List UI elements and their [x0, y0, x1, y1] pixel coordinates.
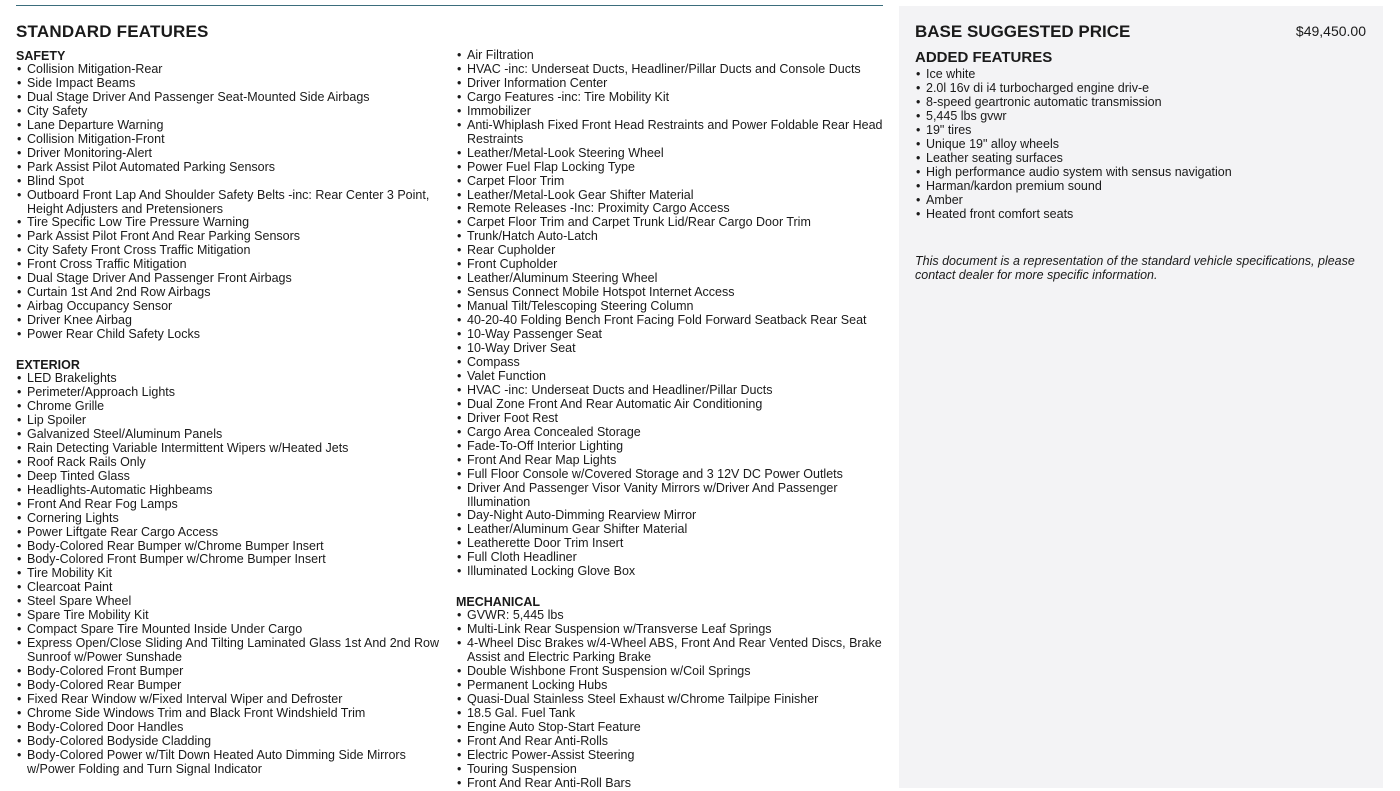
feature-item: • Park Assist Pilot Front And Rear Parking Sensors	[16, 230, 446, 244]
feature-item: • Trunk/Hatch Auto-Latch	[456, 230, 884, 244]
feature-item: • Tire Mobility Kit	[16, 567, 446, 581]
feature-item: • Day-Night Auto-Dimming Rearview Mirror	[456, 509, 884, 523]
feature-item: • Power Rear Child Safety Locks	[16, 328, 446, 342]
base-price-label: BASE SUGGESTED PRICE	[915, 22, 1131, 41]
feature-item: • Remote Releases -Inc: Proximity Cargo Access	[456, 202, 884, 216]
added-feature-item: • 2.0l 16v di i4 turbocharged engine driv-e	[915, 82, 1375, 96]
feature-item: • Rain Detecting Variable Intermittent Wipers w/Heated Jets	[16, 442, 446, 456]
feature-item: • 10-Way Passenger Seat	[456, 328, 884, 342]
feature-item: • Leather/Aluminum Steering Wheel	[456, 272, 884, 286]
disclaimer-text: This document is a representation of the standard vehicle specifications, please contact dealer for more specific information.	[915, 254, 1355, 282]
feature-item: • Front And Rear Anti-Rolls	[456, 735, 884, 749]
base-price-value: $49,450.00	[1295, 23, 1366, 39]
feature-item: • Dual Stage Driver And Passenger Seat-Mounted Side Airbags	[16, 91, 446, 105]
feature-item: • Outboard Front Lap And Shoulder Safety Belts -inc: Rear Center 3 Point, Height Adjusters and Pretensioners	[16, 189, 446, 217]
feature-item: • Headlights-Automatic Highbeams	[16, 484, 446, 498]
feature-item: • Body-Colored Door Handles	[16, 721, 446, 735]
feature-item: • Chrome Side Windows Trim and Black Front Windshield Trim	[16, 707, 446, 721]
feature-item: • Dual Stage Driver And Passenger Front Airbags	[16, 272, 446, 286]
feature-item: • Sensus Connect Mobile Hotspot Internet Access	[456, 286, 884, 300]
feature-item: • Multi-Link Rear Suspension w/Transverse Leaf Springs	[456, 623, 884, 637]
feature-item: • Engine Auto Stop-Start Feature	[456, 721, 884, 735]
feature-item: • Touring Suspension	[456, 763, 884, 777]
feature-item: • Front And Rear Map Lights	[456, 454, 884, 468]
section-title-mechanical: MECHANICAL	[456, 595, 541, 610]
left-feature-column	[16, 49, 446, 777]
feature-item: • Fixed Rear Window w/Fixed Interval Wiper and Defroster	[16, 693, 446, 707]
feature-item: • 18.5 Gal. Fuel Tank	[456, 707, 884, 721]
feature-item: • Cornering Lights	[16, 512, 446, 526]
feature-item: • Valet Function	[456, 370, 884, 384]
feature-item: • Driver Monitoring-Alert	[16, 147, 446, 161]
added-feature-item: • High performance audio system with sensus navigation	[915, 166, 1375, 180]
feature-item: • Permanent Locking Hubs	[456, 679, 884, 693]
feature-item: • Power Liftgate Rear Cargo Access	[16, 526, 446, 540]
feature-item: • Cargo Area Concealed Storage	[456, 426, 884, 440]
feature-item: • Clearcoat Paint	[16, 581, 446, 595]
added-feature-item: • 8-speed geartronic automatic transmission	[915, 96, 1375, 110]
feature-item: • Full Floor Console w/Covered Storage and 3 12V DC Power Outlets	[456, 468, 884, 482]
feature-item: • Carpet Floor Trim and Carpet Trunk Lid/Rear Cargo Door Trim	[456, 216, 884, 230]
feature-item: • Side Impact Beams	[16, 77, 446, 91]
feature-item: • Front Cupholder	[456, 258, 884, 272]
feature-item: • Spare Tire Mobility Kit	[16, 609, 446, 623]
feature-item: • Driver Information Center	[456, 77, 884, 91]
price-sidebar	[899, 6, 1383, 788]
feature-item: • Air Filtration	[456, 49, 884, 63]
added-feature-item: • Unique 19" alloy wheels	[915, 138, 1375, 152]
feature-item: • Electric Power-Assist Steering	[456, 749, 884, 763]
feature-item: • Dual Zone Front And Rear Automatic Air Conditioning	[456, 398, 884, 412]
feature-item: • Anti-Whiplash Fixed Front Head Restraints and Power Foldable Rear Head Restraints	[456, 119, 884, 147]
feature-item: • Body-Colored Power w/Tilt Down Heated Auto Dimming Side Mirrors w/Power Folding and Turn Signal Indicator	[16, 749, 446, 777]
feature-item: • Body-Colored Front Bumper	[16, 665, 446, 679]
feature-item: • GVWR: 5,445 lbs	[456, 609, 884, 623]
feature-item: • Leather/Metal-Look Steering Wheel	[456, 147, 884, 161]
feature-item: • Galvanized Steel/Aluminum Panels	[16, 428, 446, 442]
feature-item: • Deep Tinted Glass	[16, 470, 446, 484]
feature-item: • Express Open/Close Sliding And Tilting Laminated Glass 1st And 2nd Row Sunroof w/Power Sunshade	[16, 637, 446, 665]
feature-item: • Full Cloth Headliner	[456, 551, 884, 565]
feature-item: • Body-Colored Rear Bumper	[16, 679, 446, 693]
page-title: STANDARD FEATURES	[16, 22, 209, 41]
feature-item: • Airbag Occupancy Sensor	[16, 300, 446, 314]
feature-item: • HVAC -inc: Underseat Ducts, Headliner/Pillar Ducts and Console Ducts	[456, 63, 884, 77]
feature-item: • Chrome Grille	[16, 400, 446, 414]
feature-item: • Quasi-Dual Stainless Steel Exhaust w/Chrome Tailpipe Finisher	[456, 693, 884, 707]
feature-item: • Body-Colored Rear Bumper w/Chrome Bumper Insert	[16, 540, 446, 554]
added-feature-item: • 19" tires	[915, 124, 1375, 138]
feature-item: • Driver Foot Rest	[456, 412, 884, 426]
feature-item: • Blind Spot	[16, 175, 446, 189]
top-divider	[16, 5, 883, 6]
feature-item: • Lip Spoiler	[16, 414, 446, 428]
added-feature-item: • 5,445 lbs gvwr	[915, 110, 1375, 124]
middle-feature-column	[456, 49, 884, 791]
feature-item: • Power Fuel Flap Locking Type	[456, 161, 884, 175]
feature-list	[456, 609, 884, 790]
feature-item: • Steel Spare Wheel	[16, 595, 446, 609]
feature-item: • LED Brakelights	[16, 372, 446, 386]
feature-item: • Illuminated Locking Glove Box	[456, 565, 884, 579]
feature-item: • Immobilizer	[456, 105, 884, 119]
feature-item: • Fade-To-Off Interior Lighting	[456, 440, 884, 454]
feature-item: • Front And Rear Fog Lamps	[16, 498, 446, 512]
feature-item: • HVAC -inc: Underseat Ducts and Headliner/Pillar Ducts	[456, 384, 884, 398]
feature-item: • City Safety	[16, 105, 446, 119]
added-feature-item: • Leather seating surfaces	[915, 152, 1375, 166]
feature-item: • Leatherette Door Trim Insert	[456, 537, 884, 551]
feature-item: • Carpet Floor Trim	[456, 175, 884, 189]
feature-item: • Double Wishbone Front Suspension w/Coil Springs	[456, 665, 884, 679]
added-feature-item: • Harman/kardon premium sound	[915, 180, 1375, 194]
feature-item: • Compass	[456, 356, 884, 370]
feature-item: • Cargo Features -inc: Tire Mobility Kit	[456, 91, 884, 105]
feature-item: • Front Cross Traffic Mitigation	[16, 258, 446, 272]
feature-item: • Collision Mitigation-Front	[16, 133, 446, 147]
added-features-list	[915, 68, 1375, 221]
added-feature-item: • Heated front comfort seats	[915, 208, 1375, 222]
feature-item: • 40-20-40 Folding Bench Front Facing Fold Forward Seatback Rear Seat	[456, 314, 884, 328]
added-feature-item: • Amber	[915, 194, 1375, 208]
feature-item: • Perimeter/Approach Lights	[16, 386, 446, 400]
feature-item: • Front And Rear Anti-Roll Bars	[456, 777, 884, 791]
feature-item: • Collision Mitigation-Rear	[16, 63, 446, 77]
section-title-exterior: EXTERIOR	[16, 358, 80, 373]
feature-item: • Manual Tilt/Telescoping Steering Column	[456, 300, 884, 314]
feature-item: • Driver And Passenger Visor Vanity Mirrors w/Driver And Passenger Illumination	[456, 482, 884, 510]
feature-item: • Lane Departure Warning	[16, 119, 446, 133]
feature-item: • 4-Wheel Disc Brakes w/4-Wheel ABS, Front And Rear Vented Discs, Brake Assist and Electric Parking Brake	[456, 637, 884, 665]
feature-list	[16, 372, 446, 777]
feature-item: • Driver Knee Airbag	[16, 314, 446, 328]
feature-item: • Leather/Metal-Look Gear Shifter Material	[456, 189, 884, 203]
feature-item: • Compact Spare Tire Mounted Inside Under Cargo	[16, 623, 446, 637]
feature-item: • Body-Colored Bodyside Cladding	[16, 735, 446, 749]
feature-item: • Rear Cupholder	[456, 244, 884, 258]
added-feature-item: • Ice white	[915, 68, 1375, 82]
feature-item: • Body-Colored Front Bumper w/Chrome Bumper Insert	[16, 553, 446, 567]
feature-item: • Tire Specific Low Tire Pressure Warning	[16, 216, 446, 230]
feature-item: • Curtain 1st And 2nd Row Airbags	[16, 286, 446, 300]
feature-list	[456, 49, 884, 579]
feature-list	[16, 63, 446, 342]
section-title-safety: SAFETY	[16, 49, 66, 63]
feature-item: • City Safety Front Cross Traffic Mitigation	[16, 244, 446, 258]
feature-item: • Roof Rack Rails Only	[16, 456, 446, 470]
feature-item: • Leather/Aluminum Gear Shifter Material	[456, 523, 884, 537]
added-features-title: ADDED FEATURES	[915, 49, 1053, 66]
feature-item: • Park Assist Pilot Automated Parking Sensors	[16, 161, 446, 175]
feature-item: • 10-Way Driver Seat	[456, 342, 884, 356]
